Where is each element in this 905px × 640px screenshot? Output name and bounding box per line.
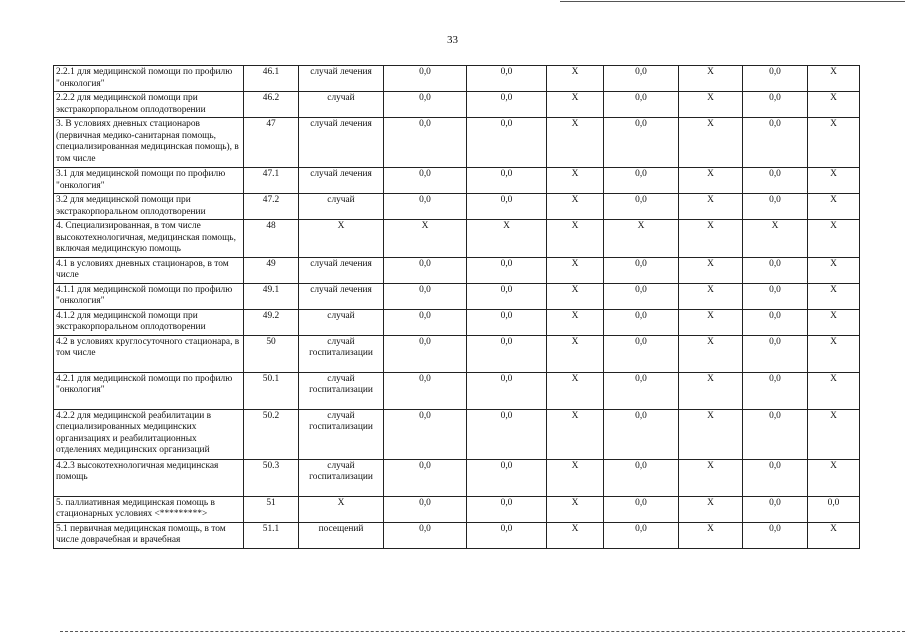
row-value-7: X <box>808 372 860 409</box>
row-value-6: 0,0 <box>743 409 808 459</box>
row-unit: случай <box>299 194 384 220</box>
row-value-2: X <box>467 220 547 258</box>
row-value-2: 0,0 <box>467 409 547 459</box>
row-value-7: X <box>808 459 860 496</box>
row-value-4: 0,0 <box>604 409 679 459</box>
row-value-4: 0,0 <box>604 66 679 92</box>
row-name: 5.1 первичная медицинская помощь, в том числе доврачебная и врачебная <box>54 522 244 548</box>
row-name: 5. паллиативная медицинская помощь в стационарных условиях <*********> <box>54 496 244 522</box>
row-value-6: 0,0 <box>743 66 808 92</box>
table-row <box>54 220 860 258</box>
row-name: 4.2.2 для медицинской реабилитации в специализированных медицинских организациях и реабилитационных отделениях медицинских организаций <box>54 409 244 459</box>
row-value-2: 0,0 <box>467 118 547 168</box>
row-name: 2.2.1 для медицинской помощи по профилю "онкология" <box>54 66 244 92</box>
row-value-3: X <box>547 283 604 309</box>
row-value-3: X <box>547 459 604 496</box>
row-value-6: 0,0 <box>743 335 808 372</box>
table-row <box>54 257 860 283</box>
row-value-1: 0,0 <box>384 118 467 168</box>
row-number: 47.2 <box>244 194 299 220</box>
row-name: 4.2.1 для медицинской помощи по профилю "онкология" <box>54 372 244 409</box>
page-number: 33 <box>447 34 458 46</box>
row-value-4: 0,0 <box>604 168 679 194</box>
row-number: 50.3 <box>244 459 299 496</box>
row-value-1: 0,0 <box>384 257 467 283</box>
row-unit: случай лечения <box>299 257 384 283</box>
row-value-5: X <box>679 118 743 168</box>
row-value-2: 0,0 <box>467 459 547 496</box>
row-value-4: 0,0 <box>604 194 679 220</box>
row-value-2: 0,0 <box>467 168 547 194</box>
table-row <box>54 459 860 496</box>
row-value-1: 0,0 <box>384 459 467 496</box>
row-value-3: X <box>547 118 604 168</box>
row-value-1: 0,0 <box>384 372 467 409</box>
row-unit: случай госпитализации <box>299 459 384 496</box>
scan-edge-bottom <box>60 631 905 632</box>
row-value-7: X <box>808 92 860 118</box>
row-number: 50 <box>244 335 299 372</box>
table-row <box>54 92 860 118</box>
row-value-5: X <box>679 194 743 220</box>
row-value-3: X <box>547 220 604 258</box>
row-value-1: 0,0 <box>384 309 467 335</box>
row-name: 4.2 в условиях круглосуточного стационара, в том числе <box>54 335 244 372</box>
row-unit: случай госпитализации <box>299 335 384 372</box>
row-value-3: X <box>547 92 604 118</box>
row-number: 46.1 <box>244 66 299 92</box>
row-value-7: X <box>808 168 860 194</box>
row-value-6: 0,0 <box>743 257 808 283</box>
row-value-1: 0,0 <box>384 335 467 372</box>
row-unit: случай лечения <box>299 66 384 92</box>
row-value-4: 0,0 <box>604 92 679 118</box>
row-value-5: X <box>679 522 743 548</box>
row-value-6: 0,0 <box>743 283 808 309</box>
row-value-6: X <box>743 220 808 258</box>
row-unit: X <box>299 496 384 522</box>
row-unit: X <box>299 220 384 258</box>
row-value-4: 0,0 <box>604 309 679 335</box>
row-value-2: 0,0 <box>467 66 547 92</box>
row-value-4: X <box>604 220 679 258</box>
row-number: 49.2 <box>244 309 299 335</box>
row-name: 3.2 для медицинской помощи при экстракорпоральном оплодотворении <box>54 194 244 220</box>
row-value-3: X <box>547 372 604 409</box>
row-unit: посещений <box>299 522 384 548</box>
row-value-7: X <box>808 220 860 258</box>
row-value-7: X <box>808 118 860 168</box>
row-value-2: 0,0 <box>467 194 547 220</box>
table-row <box>54 66 860 92</box>
row-value-6: 0,0 <box>743 168 808 194</box>
row-value-6: 0,0 <box>743 92 808 118</box>
row-unit: случай лечения <box>299 283 384 309</box>
table-row <box>54 372 860 409</box>
row-value-5: X <box>679 283 743 309</box>
table-row <box>54 168 860 194</box>
table-body <box>54 66 860 549</box>
row-unit: случай лечения <box>299 118 384 168</box>
row-value-1: 0,0 <box>384 283 467 309</box>
row-value-6: 0,0 <box>743 372 808 409</box>
row-value-3: X <box>547 409 604 459</box>
row-value-7: X <box>808 409 860 459</box>
row-value-6: 0,0 <box>743 522 808 548</box>
row-value-1: 0,0 <box>384 194 467 220</box>
row-value-5: X <box>679 92 743 118</box>
row-number: 49 <box>244 257 299 283</box>
row-value-4: 0,0 <box>604 283 679 309</box>
row-number: 48 <box>244 220 299 258</box>
row-value-7: X <box>808 335 860 372</box>
row-value-1: 0,0 <box>384 522 467 548</box>
row-value-2: 0,0 <box>467 92 547 118</box>
table-row <box>54 309 860 335</box>
row-name: 4.1 в условиях дневных стационаров, в том числе <box>54 257 244 283</box>
row-value-7: X <box>808 66 860 92</box>
row-value-1: X <box>384 220 467 258</box>
row-unit: случай лечения <box>299 168 384 194</box>
row-value-5: X <box>679 309 743 335</box>
table-row <box>54 496 860 522</box>
row-number: 47 <box>244 118 299 168</box>
row-value-2: 0,0 <box>467 309 547 335</box>
row-value-1: 0,0 <box>384 92 467 118</box>
row-number: 46.2 <box>244 92 299 118</box>
row-value-7: X <box>808 283 860 309</box>
row-unit: случай госпитализации <box>299 409 384 459</box>
row-value-5: X <box>679 168 743 194</box>
row-unit: случай госпитализации <box>299 372 384 409</box>
row-value-4: 0,0 <box>604 522 679 548</box>
row-value-5: X <box>679 409 743 459</box>
row-name: 3.1 для медицинской помощи по профилю "онкология" <box>54 168 244 194</box>
row-name: 4.1.2 для медицинской помощи при экстракорпоральном оплодотворении <box>54 309 244 335</box>
row-value-5: X <box>679 459 743 496</box>
row-value-3: X <box>547 309 604 335</box>
row-name: 3. В условиях дневных стационаров (первичная медико-санитарная помощь, специализированная медицинская помощь), в том числе <box>54 118 244 168</box>
row-number: 50.2 <box>244 409 299 459</box>
row-value-5: X <box>679 372 743 409</box>
row-value-7: X <box>808 194 860 220</box>
table-row <box>54 335 860 372</box>
row-value-5: X <box>679 257 743 283</box>
row-value-1: 0,0 <box>384 168 467 194</box>
row-value-4: 0,0 <box>604 459 679 496</box>
row-value-2: 0,0 <box>467 335 547 372</box>
row-number: 51.1 <box>244 522 299 548</box>
row-value-7: X <box>808 309 860 335</box>
row-value-7: X <box>808 522 860 548</box>
table-row <box>54 194 860 220</box>
row-value-1: 0,0 <box>384 409 467 459</box>
row-value-3: X <box>547 66 604 92</box>
data-table <box>53 65 860 549</box>
row-value-6: 0,0 <box>743 459 808 496</box>
row-name: 4.1.1 для медицинской помощи по профилю "онкология" <box>54 283 244 309</box>
row-value-2: 0,0 <box>467 283 547 309</box>
row-value-4: 0,0 <box>604 257 679 283</box>
scan-edge-top <box>560 1 905 2</box>
row-value-4: 0,0 <box>604 496 679 522</box>
row-value-3: X <box>547 335 604 372</box>
table-row <box>54 522 860 548</box>
row-value-4: 0,0 <box>604 335 679 372</box>
row-value-7: 0,0 <box>808 496 860 522</box>
table-row <box>54 283 860 309</box>
row-value-3: X <box>547 194 604 220</box>
row-value-2: 0,0 <box>467 257 547 283</box>
table-row <box>54 118 860 168</box>
row-value-2: 0,0 <box>467 522 547 548</box>
table-row <box>54 409 860 459</box>
row-value-6: 0,0 <box>743 309 808 335</box>
row-value-6: 0,0 <box>743 496 808 522</box>
row-name: 4.2.3 высокотехнологичная медицинская помощь <box>54 459 244 496</box>
row-value-4: 0,0 <box>604 372 679 409</box>
row-value-1: 0,0 <box>384 66 467 92</box>
row-number: 50.1 <box>244 372 299 409</box>
row-name: 4. Специализированная, в том числе высокотехнологичная, медицинская помощь, включая медицинскую помощь <box>54 220 244 258</box>
row-value-5: X <box>679 66 743 92</box>
row-number: 51 <box>244 496 299 522</box>
row-value-5: X <box>679 335 743 372</box>
row-value-3: X <box>547 496 604 522</box>
row-value-6: 0,0 <box>743 118 808 168</box>
row-value-4: 0,0 <box>604 118 679 168</box>
row-unit: случай <box>299 309 384 335</box>
row-value-1: 0,0 <box>384 496 467 522</box>
row-value-5: X <box>679 220 743 258</box>
row-value-2: 0,0 <box>467 372 547 409</box>
row-value-5: X <box>679 496 743 522</box>
row-value-3: X <box>547 168 604 194</box>
row-value-2: 0,0 <box>467 496 547 522</box>
row-number: 47.1 <box>244 168 299 194</box>
row-value-3: X <box>547 522 604 548</box>
row-value-7: X <box>808 257 860 283</box>
row-name: 2.2.2 для медицинской помощи при экстракорпоральном оплодотворении <box>54 92 244 118</box>
row-unit: случай <box>299 92 384 118</box>
row-number: 49.1 <box>244 283 299 309</box>
row-value-3: X <box>547 257 604 283</box>
row-value-6: 0,0 <box>743 194 808 220</box>
